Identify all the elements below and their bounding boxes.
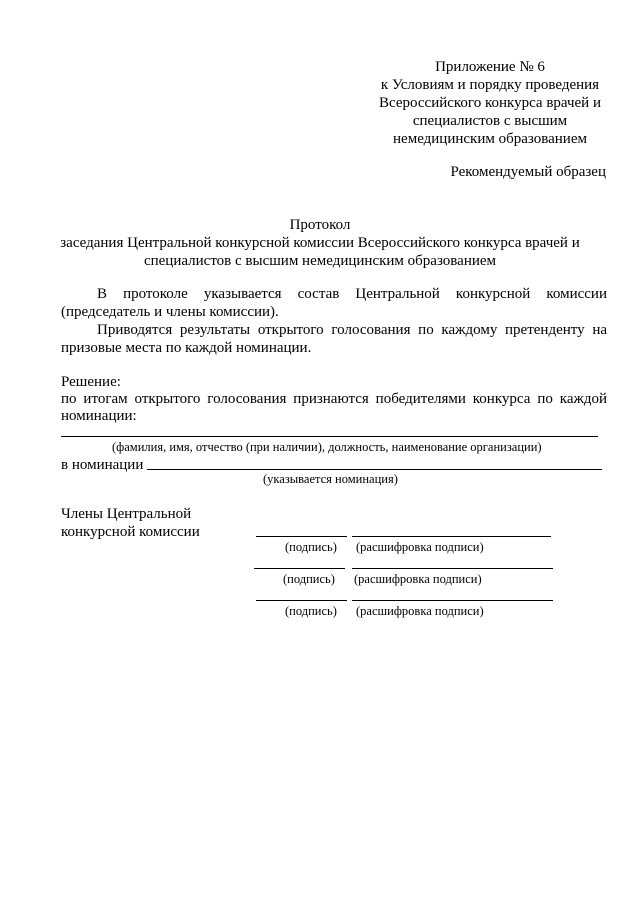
winner-hint: (фамилия, имя, отчество (при наличии), должность, наименование организации) xyxy=(112,440,542,454)
signature-line xyxy=(256,536,347,537)
decision-label: Решение: xyxy=(61,374,121,390)
signature-decode-hint: (расшифровка подписи) xyxy=(354,572,482,586)
signature-decode-line xyxy=(352,600,553,601)
members-label-line2: конкурсной комиссии xyxy=(61,524,200,540)
signature-decode-hint: (расшифровка подписи) xyxy=(356,540,484,554)
appendix-line: специалистов с высшим xyxy=(412,113,568,129)
protocol-subtitle-line: заседания Центральной конкурсной комиссии Всероссийского конкурса врачей и xyxy=(60,235,580,251)
decision-text-line1: по итогам открытого голосования признаются победителями конкурса по каждой xyxy=(61,391,607,407)
winner-blank-line xyxy=(61,436,598,437)
protocol-heading: Протокол xyxy=(289,217,351,233)
signature-hint: (подпись) xyxy=(283,572,335,586)
signature-line xyxy=(254,568,345,569)
appendix-line: немедицинским образованием xyxy=(393,131,587,147)
nomination-label: в номинации xyxy=(61,457,144,473)
signature-line xyxy=(256,600,347,601)
recommended-sample: Рекомендуемый образец xyxy=(450,164,606,180)
paragraph-composition-line1: В протоколе указывается состав Центральной конкурсной комиссии xyxy=(97,286,607,302)
paragraph-results-line2: призовые места по каждой номинации. xyxy=(61,340,312,356)
signature-hint: (подпись) xyxy=(285,604,337,618)
appendix-line: Всероссийского конкурса врачей и xyxy=(379,95,601,111)
appendix-number: Приложение № 6 xyxy=(435,59,545,75)
decision-text-line2: номинации: xyxy=(61,408,137,424)
signature-decode-line xyxy=(352,536,551,537)
signature-decode-line xyxy=(352,568,553,569)
protocol-subtitle-line: специалистов с высшим немедицинским образованием xyxy=(143,253,497,269)
nomination-blank-line xyxy=(147,469,602,470)
signature-decode-hint: (расшифровка подписи) xyxy=(356,604,484,618)
protocol-title xyxy=(0,216,640,270)
members-label-line1: Члены Центральной xyxy=(61,506,192,522)
paragraph-results-line1: Приводятся результаты открытого голосования по каждому претенденту на xyxy=(97,322,607,338)
signature-hint: (подпись) xyxy=(285,540,337,554)
paragraph-composition-line2: (председатель и члены комиссии). xyxy=(61,304,279,320)
appendix-line: к Условиям и порядку проведения xyxy=(380,77,600,93)
nomination-hint: (указывается номинация) xyxy=(263,472,398,486)
appendix-block xyxy=(370,58,610,148)
